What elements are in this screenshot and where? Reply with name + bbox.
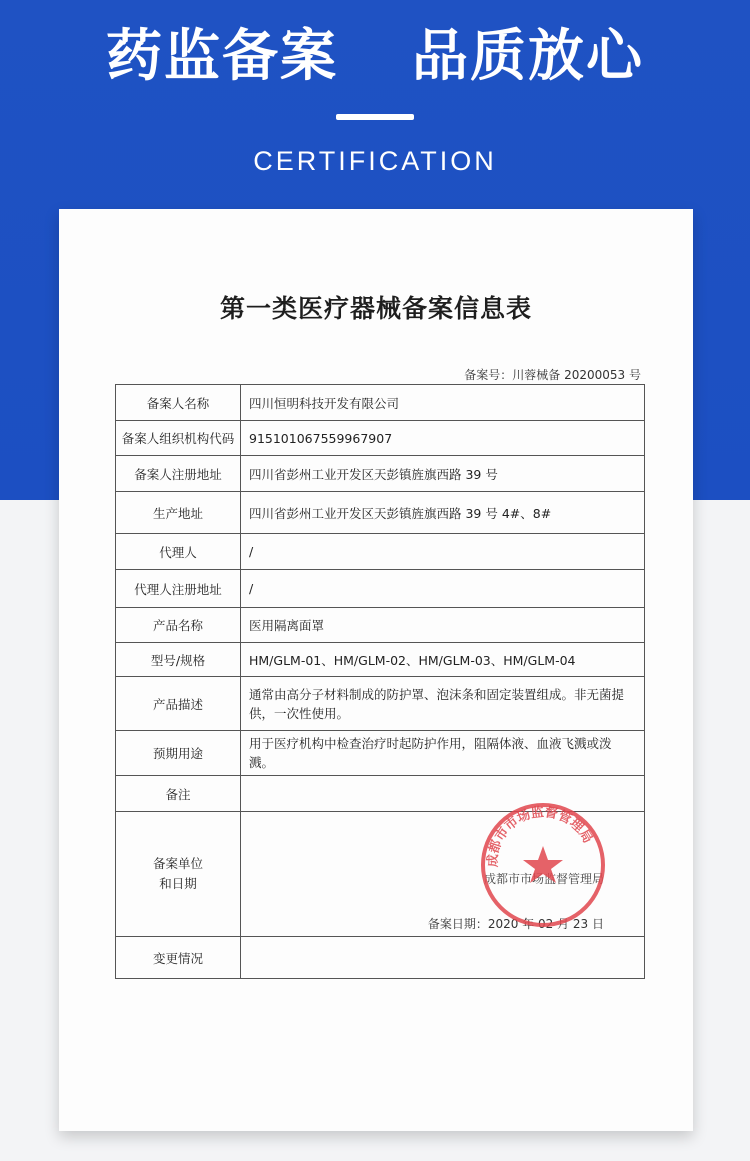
table-row bbox=[116, 534, 645, 570]
headline-right: 品质放心 bbox=[412, 24, 644, 89]
row-label: 备案人注册地址 bbox=[116, 456, 241, 492]
table-row bbox=[116, 421, 645, 456]
table-row bbox=[116, 677, 645, 731]
unit-label bbox=[116, 812, 241, 937]
row-label: 型号/规格 bbox=[116, 643, 241, 677]
table-row bbox=[116, 608, 645, 643]
row-label: 生产地址 bbox=[116, 492, 241, 534]
row-value: 通常由高分子材料制成的防护罩、泡沫条和固定装置组成。非无菌提供，一次性使用。 bbox=[241, 677, 645, 731]
table-row bbox=[116, 643, 645, 677]
row-label: 备案人名称 bbox=[116, 385, 241, 421]
row-label: 变更情况 bbox=[116, 937, 241, 979]
row-value: 四川恒明科技开发有限公司 bbox=[241, 385, 645, 421]
filing-date: 备案日期：2020 年 02 月 23 日 bbox=[427, 917, 604, 931]
headline bbox=[0, 12, 750, 92]
row-value bbox=[241, 937, 645, 979]
row-value: / bbox=[241, 534, 645, 570]
row-value: / bbox=[241, 570, 645, 608]
unit-label-line2: 和日期 bbox=[159, 876, 197, 891]
registration-number: 备案号：川蓉械备 20200053 号 bbox=[464, 368, 641, 382]
row-value: 医用隔离面罩 bbox=[241, 608, 645, 643]
row-label: 代理人注册地址 bbox=[116, 570, 241, 608]
certificate-document bbox=[59, 209, 693, 1131]
row-value: HM/GLM-01、HM/GLM-02、HM/GLM-03、HM/GLM-04 bbox=[241, 643, 645, 677]
row-value: 四川省彭州工业开发区天彭镇旌旗西路 39 号 4#、8# bbox=[241, 492, 645, 534]
row-label: 备注 bbox=[116, 776, 241, 812]
table-row bbox=[116, 570, 645, 608]
seal-star bbox=[523, 846, 563, 883]
row-value: 四川省彭州工业开发区天彭镇旌旗西路 39 号 bbox=[241, 456, 645, 492]
document-title: 第一类医疗器械备案信息表 bbox=[219, 294, 532, 323]
table-row bbox=[116, 385, 645, 421]
certification-subtitle: CERTIFICATION bbox=[253, 146, 497, 176]
official-seal bbox=[478, 800, 608, 930]
table-row bbox=[116, 492, 645, 534]
row-value: 用于医疗机构中检查治疗时起防护作用，阻隔体液、血液飞溅或泼溅。 bbox=[241, 731, 645, 776]
row-label: 产品描述 bbox=[116, 677, 241, 731]
seal-text: 成都市市场监督管理局 bbox=[485, 805, 596, 868]
headline-left: 药监备案 bbox=[106, 24, 338, 89]
row-label: 产品名称 bbox=[116, 608, 241, 643]
row-label: 代理人 bbox=[116, 534, 241, 570]
row-label: 预期用途 bbox=[116, 731, 241, 776]
row-label: 备案人组织机构代码 bbox=[116, 421, 241, 456]
row-value: 915101067559967907 bbox=[241, 421, 645, 456]
headline-divider bbox=[336, 114, 414, 120]
filing-organization: 成都市市场监督管理局 bbox=[483, 872, 604, 886]
unit-label-line1: 备案单位 bbox=[152, 856, 203, 871]
table-row bbox=[116, 456, 645, 492]
table-row bbox=[116, 937, 645, 979]
table-row bbox=[116, 731, 645, 776]
